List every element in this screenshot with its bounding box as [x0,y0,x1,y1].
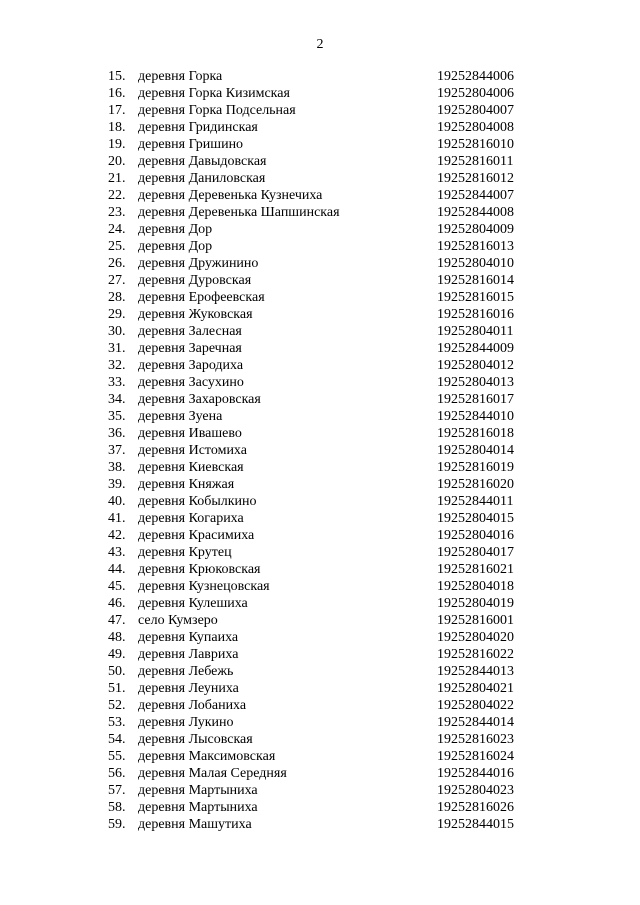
settlement-name: деревня Горка [138,69,223,84]
oktmo-code: 19252844006 [437,69,514,84]
list-item [0,238,640,255]
settlement-name: деревня Княжая [138,477,235,492]
settlement-name: деревня Когариха [138,511,244,526]
settlement-name: деревня Даниловская [138,171,266,186]
oktmo-code: 19252804023 [437,783,514,798]
oktmo-code: 19252816023 [437,732,514,747]
settlement-name: деревня Мартыниха [138,800,258,815]
item-number: 37. [108,443,126,458]
oktmo-code: 19252844008 [437,205,514,220]
oktmo-code: 19252844013 [437,664,514,679]
oktmo-code: 19252844010 [437,409,514,424]
item-number: 18. [108,120,126,135]
list-item [0,561,640,578]
item-number: 45. [108,579,126,594]
item-number: 47. [108,613,126,628]
oktmo-code: 19252816010 [437,137,514,152]
oktmo-code: 19252816024 [437,749,514,764]
settlement-name: деревня Дор [138,222,213,237]
list-item [0,595,640,612]
settlement-name: деревня Машутиха [138,817,252,832]
item-number: 42. [108,528,126,543]
item-number: 40. [108,494,126,509]
settlement-name: деревня Заречная [138,341,242,356]
oktmo-code: 19252804014 [437,443,514,458]
list-item [0,663,640,680]
item-number: 38. [108,460,126,475]
list-item [0,85,640,102]
item-number: 27. [108,273,126,288]
item-number: 22. [108,188,126,203]
list-item [0,323,640,340]
list-item [0,646,640,663]
settlement-name: деревня Дуровская [138,273,252,288]
oktmo-code: 19252804015 [437,511,514,526]
item-number: 48. [108,630,126,645]
list-item [0,765,640,782]
settlement-name: деревня Кобылкино [138,494,257,509]
settlement-name: деревня Дор [138,239,213,254]
oktmo-code: 19252804019 [437,596,514,611]
item-number: 21. [108,171,126,186]
settlement-name: деревня Ивашево [138,426,242,441]
list-item [0,748,640,765]
list-item [0,153,640,170]
oktmo-code: 19252804008 [437,120,514,135]
oktmo-code: 19252804007 [437,103,514,118]
oktmo-code: 19252804013 [437,375,514,390]
item-number: 59. [108,817,126,832]
list-item [0,204,640,221]
item-number: 29. [108,307,126,322]
list-item [0,578,640,595]
settlement-name: деревня Дружинино [138,256,259,271]
list-item [0,136,640,153]
settlement-name: деревня Лукино [138,715,234,730]
settlement-name: деревня Мартыниха [138,783,258,798]
list-item [0,102,640,119]
item-number: 28. [108,290,126,305]
settlement-name: деревня Засухино [138,375,244,390]
oktmo-code: 19252804022 [437,698,514,713]
item-number: 56. [108,766,126,781]
item-number: 34. [108,392,126,407]
item-number: 15. [108,69,126,84]
list-item [0,272,640,289]
list-item [0,816,640,833]
list-item [0,544,640,561]
oktmo-code: 19252816017 [437,392,514,407]
list-item [0,306,640,323]
settlement-name: деревня Зуена [138,409,223,424]
item-number: 19. [108,137,126,152]
list-item [0,340,640,357]
oktmo-code: 19252844016 [437,766,514,781]
oktmo-code: 19252844009 [437,341,514,356]
item-number: 16. [108,86,126,101]
list-item [0,68,640,85]
settlement-name: деревня Деревенька Кузнечиха [138,188,323,203]
settlement-list [0,68,640,833]
oktmo-code: 19252804006 [437,86,514,101]
item-number: 35. [108,409,126,424]
settlement-name: деревня Захаровская [138,392,261,407]
list-item [0,612,640,629]
list-item [0,782,640,799]
settlement-name: деревня Купаиха [138,630,239,645]
settlement-name: деревня Давыдовская [138,154,267,169]
item-number: 33. [108,375,126,390]
oktmo-code: 19252816016 [437,307,514,322]
item-number: 31. [108,341,126,356]
list-item [0,697,640,714]
oktmo-code: 19252844011 [437,494,514,509]
list-item [0,799,640,816]
item-number: 24. [108,222,126,237]
oktmo-code: 19252816001 [437,613,514,628]
item-number: 30. [108,324,126,339]
settlement-name: деревня Лебежь [138,664,234,679]
list-item [0,493,640,510]
oktmo-code: 19252804012 [437,358,514,373]
oktmo-code: 19252804017 [437,545,514,560]
settlement-name: село Кумзеро [138,613,218,628]
list-item [0,408,640,425]
settlement-name: деревня Лобаниха [138,698,247,713]
item-number: 36. [108,426,126,441]
item-number: 49. [108,647,126,662]
list-item [0,170,640,187]
oktmo-code: 19252804020 [437,630,514,645]
oktmo-code: 19252816015 [437,290,514,305]
oktmo-code: 19252804011 [437,324,514,339]
oktmo-code: 19252816020 [437,477,514,492]
list-item [0,510,640,527]
settlement-name: деревня Деревенька Шапшинская [138,205,340,220]
oktmo-code: 19252844014 [437,715,514,730]
settlement-name: деревня Зародиха [138,358,244,373]
oktmo-code: 19252816018 [437,426,514,441]
settlement-name: деревня Залесная [138,324,242,339]
oktmo-code: 19252816012 [437,171,514,186]
oktmo-code: 19252844007 [437,188,514,203]
item-number: 51. [108,681,126,696]
oktmo-code: 19252804016 [437,528,514,543]
settlement-name: деревня Крюковская [138,562,261,577]
settlement-name: деревня Максимовская [138,749,276,764]
list-item [0,425,640,442]
item-number: 58. [108,800,126,815]
oktmo-code: 19252816021 [437,562,514,577]
item-number: 52. [108,698,126,713]
settlement-name: деревня Лысовская [138,732,253,747]
settlement-name: деревня Горка Подсельная [138,103,296,118]
oktmo-code: 19252816014 [437,273,514,288]
list-item [0,255,640,272]
oktmo-code: 19252804021 [437,681,514,696]
list-item [0,442,640,459]
oktmo-code: 19252816019 [437,460,514,475]
oktmo-code: 19252816013 [437,239,514,254]
list-item [0,187,640,204]
settlement-name: деревня Истомиха [138,443,247,458]
oktmo-code: 19252816011 [437,154,514,169]
item-number: 44. [108,562,126,577]
settlement-name: деревня Гридинская [138,120,258,135]
settlement-name: деревня Гришино [138,137,244,152]
list-item [0,374,640,391]
settlement-name: деревня Красимиха [138,528,255,543]
list-item [0,289,640,306]
item-number: 46. [108,596,126,611]
list-item [0,221,640,238]
settlement-name: деревня Крутец [138,545,232,560]
oktmo-code: 19252844015 [437,817,514,832]
settlement-name: деревня Киевская [138,460,244,475]
oktmo-code: 19252804018 [437,579,514,594]
settlement-name: деревня Лавриха [138,647,239,662]
item-number: 41. [108,511,126,526]
item-number: 50. [108,664,126,679]
oktmo-code: 19252816026 [437,800,514,815]
item-number: 55. [108,749,126,764]
list-item [0,629,640,646]
oktmo-code: 19252816022 [437,647,514,662]
list-item [0,714,640,731]
page-number: 2 [316,37,324,52]
item-number: 23. [108,205,126,220]
settlement-name: деревня Жуковская [138,307,253,322]
list-item [0,731,640,748]
item-number: 39. [108,477,126,492]
settlement-name: деревня Малая Середняя [138,766,287,781]
list-item [0,357,640,374]
settlement-name: деревня Леуниха [138,681,239,696]
item-number: 43. [108,545,126,560]
settlement-name: деревня Кузнецовская [138,579,270,594]
item-number: 26. [108,256,126,271]
settlement-name: деревня Кулешиха [138,596,248,611]
oktmo-code: 19252804009 [437,222,514,237]
list-item [0,527,640,544]
item-number: 57. [108,783,126,798]
list-item [0,459,640,476]
item-number: 54. [108,732,126,747]
list-item [0,680,640,697]
item-number: 32. [108,358,126,373]
list-item [0,391,640,408]
oktmo-code: 19252804010 [437,256,514,271]
item-number: 25. [108,239,126,254]
item-number: 20. [108,154,126,169]
settlement-name: деревня Ерофеевская [138,290,265,305]
item-number: 17. [108,103,126,118]
item-number: 53. [108,715,126,730]
list-item [0,119,640,136]
settlement-name: деревня Горка Кизимская [138,86,290,101]
list-item [0,476,640,493]
